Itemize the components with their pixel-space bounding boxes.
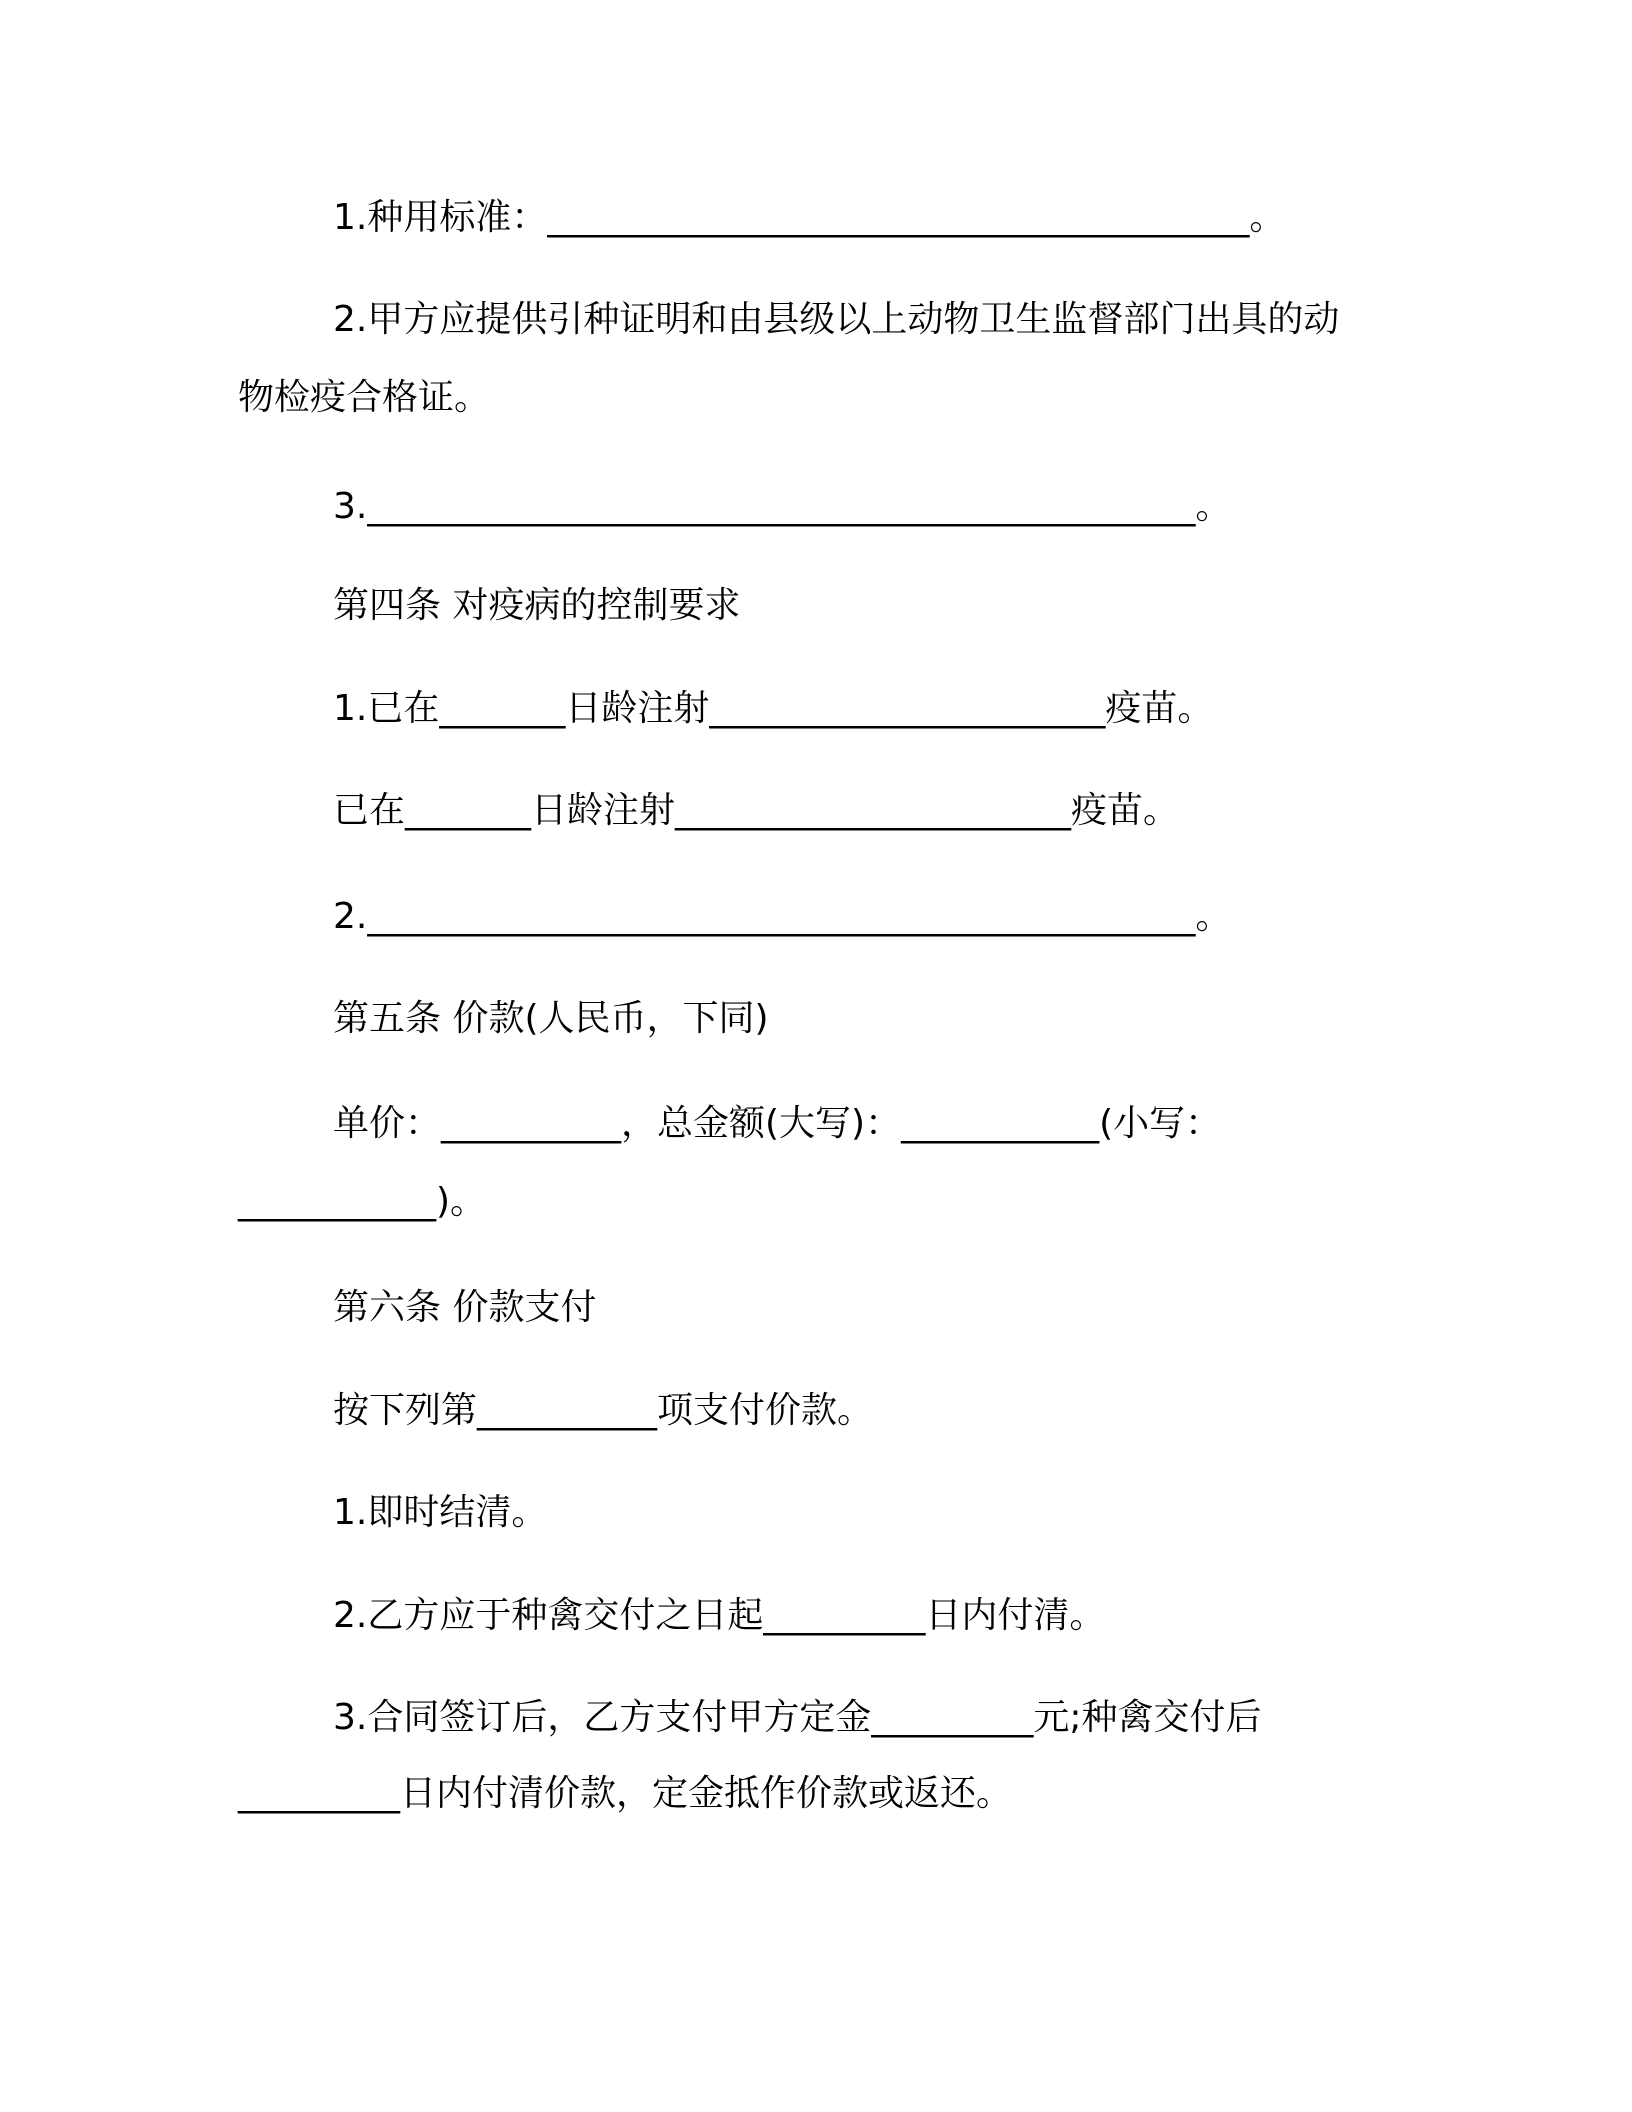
clause-breeding-standard: 1.种用标准：_______________________________________。 (333, 197, 1286, 238)
article-4-heading: 第四条 对疫病的控制要求 (333, 585, 741, 626)
clause-item-3: 3.______________________________________________。 (333, 486, 1232, 527)
price-line-2: ___________)。 (238, 1181, 487, 1222)
clause-certificate-line1: 2.甲方应提供引种证明和由县级以上动物卫生监督部门出具的动 (333, 299, 1340, 340)
disease-item-2: 2.______________________________________________。 (333, 896, 1232, 937)
vaccine-line-1: 1.已在_______日龄注射______________________疫苗。 (333, 688, 1214, 729)
payment-item-3-line2: _________日内付清价款，定金抵作价款或返还。 (238, 1773, 1013, 1814)
payment-item-2: 2.乙方应于种禽交付之日起_________日内付清。 (333, 1595, 1106, 1636)
payment-item-1: 1.即时结清。 (333, 1492, 548, 1533)
vaccine-line-2: 已在_______日龄注射______________________疫苗。 (333, 790, 1180, 831)
article-6-heading: 第六条 价款支付 (333, 1287, 597, 1328)
article-5-heading: 第五条 价款(人民币，下同) (333, 998, 769, 1039)
price-line-1: 单价：__________，总金额(大写)：___________(小写： (333, 1103, 1222, 1144)
clause-certificate-line2: 物检疫合格证。 (238, 377, 491, 418)
payment-item-3-line1: 3.合同签订后，乙方支付甲方定金_________元;种禽交付后 (333, 1697, 1262, 1738)
payment-option-line: 按下列第__________项支付价款。 (333, 1390, 874, 1431)
